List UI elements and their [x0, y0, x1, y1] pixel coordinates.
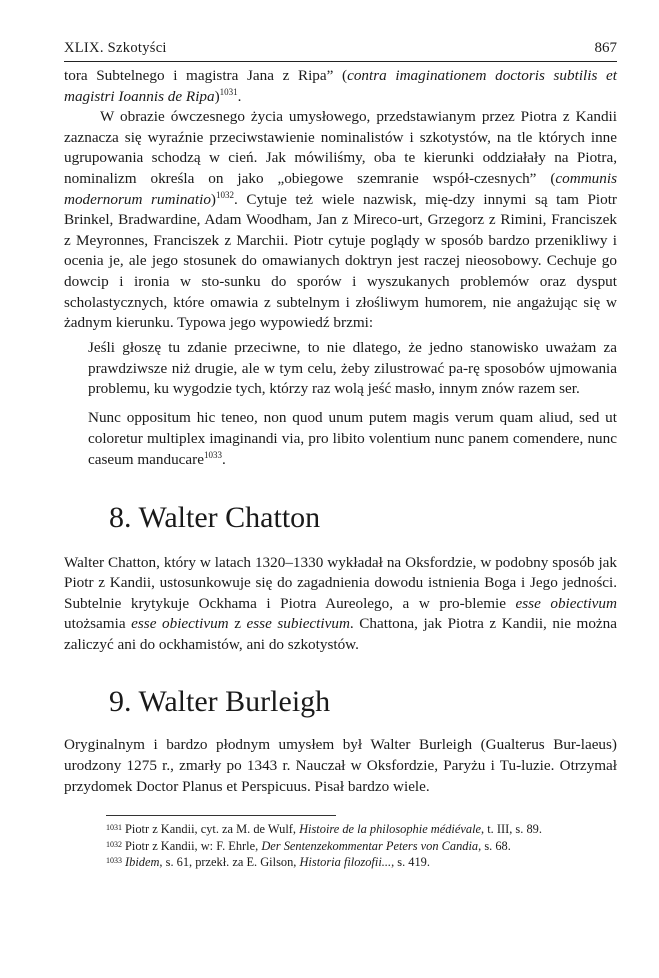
chatton-italic-a: esse obiectivum: [515, 594, 617, 612]
quote-latin: [88, 408, 617, 470]
p1-text-c: .: [237, 87, 242, 105]
page-number: 867: [594, 40, 617, 56]
footnote-ref-1031: 1031: [219, 86, 238, 97]
p1-text-a: tora Subtelnego i magistra Jana z Ripa” (: [64, 67, 348, 84]
p1-text-b: ): [214, 87, 220, 105]
section-heading-chatton: 8. Walter Chatton: [109, 500, 321, 534]
quote-latin-text: Nunc oppositum hic teneo, non quod unum putem magis verum quam aliud, sed ut coloretur multiplex imaginandi via, pro libito volentium nunc panem comendere, nunc caseum manducare: [88, 409, 617, 468]
footnote-1033: [106, 854, 617, 870]
footnote-1031: [106, 821, 617, 837]
paragraph-burleigh: Oryginalnym i bardzo płodnym umysłem był Walter Burleigh (Gualterus Bur-laeus) urodzony 1275 r., zmarły po 1343 r. Nauczał w Oksfordzie, Paryżu i Tu-luzie. Otrzymał przydomek Doctor Planus et Perspicuus. Pisał bardzo wiele.: [64, 736, 617, 795]
chatton-text-b: utożsamia: [64, 615, 132, 633]
p2-text-b: ): [210, 190, 216, 208]
book-page: [64, 40, 617, 870]
footnote-italic: Historia filozofii...: [299, 855, 392, 870]
quote-latin-end: .: [221, 450, 226, 468]
quote-polish: Jeśli głoszę tu zdanie przeciwne, to nie dlatego, że jedno stanowisko uważam za prawdziwsze niż drugie, ale w tym celu, żeby zilustrować pa-rę sposobów ujmowania problemu, ku wygodzie tych, którzy raz wolą jeść masło, innym znów razem ser.: [88, 338, 617, 398]
chatton-italic-c: esse subiectivum: [246, 615, 350, 633]
chapter-title: XLIX. Szkotyści: [64, 40, 167, 56]
footnotes: [106, 821, 617, 870]
p1-italic-title: contra imaginationem doctoris subtilis et magistri Ioannis de Ripa: [64, 67, 617, 105]
running-head: [64, 40, 617, 62]
chatton-text-a: Walter Chatton, który w latach 1320–1330 wykładał na Oksfordzie, w podobny sposób jak Piotr z Kandii, ustosunkowuje się do zagadnienia dowodu istnienia Boga i Jego jedności. Subtelnie krytykuje Ockhama i Piotra Aureolego, a w pro-blemie: [64, 553, 617, 612]
footnote-number: 1033: [106, 856, 122, 866]
footnote-text: , s. 61, przekł. za E. Gilson,: [159, 855, 300, 870]
footnote-italic: Der Sentenzekommentar Peters von Candia: [261, 838, 479, 853]
footnote-italic: Histoire de la philosophie médiévale: [299, 822, 482, 837]
footnote-ref-1032: 1032: [215, 189, 234, 200]
footnote-text: , t. III, s. 89.: [481, 822, 542, 837]
footnote-1032: [106, 838, 617, 854]
paragraph-2: [64, 107, 617, 334]
chatton-text-d: . Chattona, jak Piotra z Kandii, nie można zaliczyć ani do ockhamistów, ani do szkotystów.: [64, 615, 618, 653]
footnote-ref-1033: 1033: [203, 449, 222, 460]
footnote-italic: Ibidem: [125, 855, 160, 870]
p2-text-a: W obrazie ówczesnego życia umysłowego, przedstawianym przez Piotra z Kandii zaznacza się wyraźnie przeciwstawienie nominalistów i szkotystów, na tle których inne ugrupowania schodzą w cień. Jak mówiliśmy, oba te kierunki oddziałały na Piotra, nominalizm określa on jako „obiegowe szemranie współ-czesnych” (: [64, 108, 617, 187]
footnote-text: Piotr z Kandii, w: F. Ehrle,: [125, 838, 262, 853]
p2-italic-phrase: communis modernorum ruminatio: [64, 169, 617, 208]
footnote-text: , s. 419.: [391, 855, 430, 870]
footnote-number: 1031: [106, 823, 122, 833]
footnote-text: , s. 68.: [478, 838, 511, 853]
paragraph-1: [64, 66, 617, 107]
paragraph-chatton: [64, 553, 617, 656]
footnote-text: Piotr z Kandii, cyt. za M. de Wulf,: [125, 822, 300, 837]
section-heading-burleigh: 9. Walter Burleigh: [109, 685, 331, 719]
chatton-italic-b: esse obiectivum: [131, 615, 229, 633]
p2-text-c: . Cytuje też wiele nazwisk, mię-dzy innymi są tam Piotr Brinkel, Bradwardine, Adam Woodham, Jan z Mireco-urt, Grzegorz z Rimini, Franciszek z Meyronnes, Franciszek z Marchii. Piotr cytuje poglądy w sposób bardzo przenikliwy i ocenia je, ale jego stosunek do omawianych doktryn jest raczej nieosobowy. Cechuje go dowcip i ironia w sto-sunku do sporów i wyszukanych problemów oraz dysput scholastycznych, które omawia z subtelnym i złośliwym humorem, nie angażując się w żadnym kierunku. Typowa jego wypowiedź brzmi:: [64, 190, 617, 332]
chatton-text-c: z: [228, 615, 247, 633]
block-quote: [88, 338, 617, 471]
footnote-number: 1032: [106, 839, 122, 849]
